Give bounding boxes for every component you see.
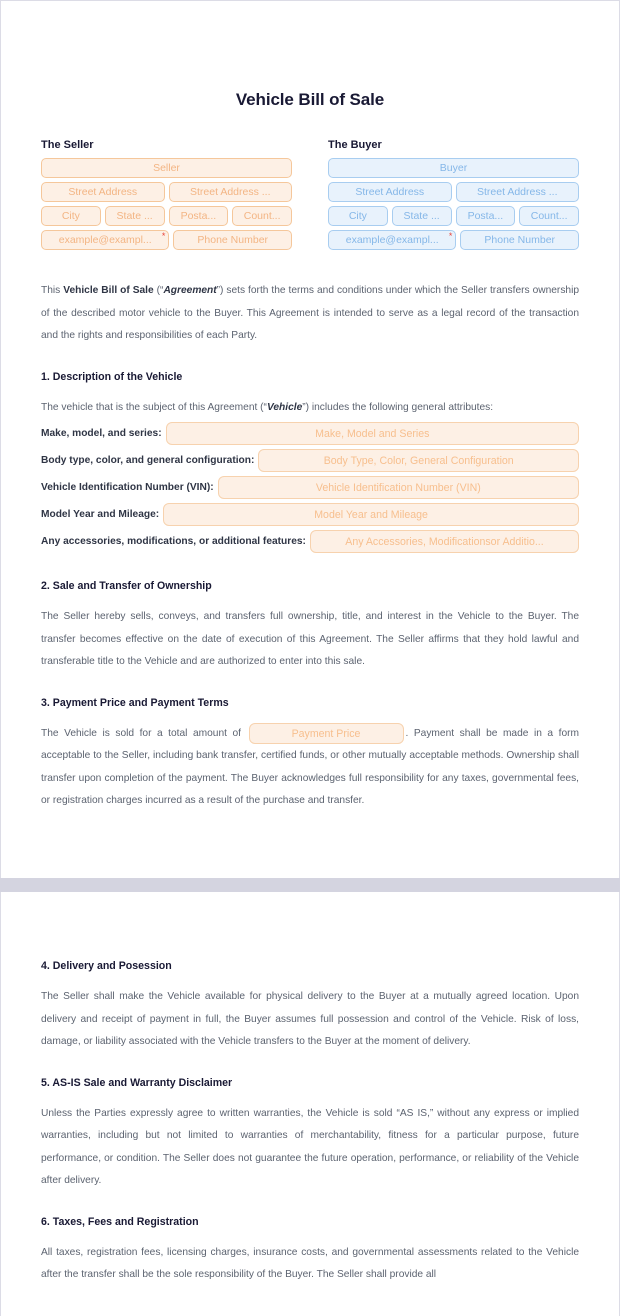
- attribute-label: Make, model, and series:: [41, 428, 162, 439]
- buyer-party-block: [328, 139, 579, 254]
- attribute-row: [41, 449, 579, 472]
- intro-paragraph: [41, 280, 579, 348]
- buyer-contact-row: [328, 230, 579, 250]
- intro-text-1: This: [41, 285, 64, 296]
- buyer-name-row: [328, 158, 579, 178]
- page-break-separator: [0, 878, 620, 892]
- section-6-heading: 6. Taxes, Fees and Registration: [41, 1215, 199, 1228]
- seller-email-placeholder-text: example@exampl...: [58, 234, 152, 246]
- buyer-state-field[interactable]: State ...: [392, 206, 452, 226]
- attribute-row: [41, 503, 579, 526]
- attribute-row: [41, 476, 579, 499]
- buyer-email-placeholder-text: example@exampl...: [345, 234, 439, 246]
- section-3-body: [41, 723, 579, 813]
- seller-postal-field[interactable]: Posta...: [169, 206, 229, 226]
- buyer-heading: The Buyer: [328, 139, 382, 151]
- buyer-phone-field[interactable]: Phone Number: [460, 230, 579, 250]
- seller-state-field[interactable]: State ...: [105, 206, 165, 226]
- seller-city-field[interactable]: City: [41, 206, 101, 226]
- vehicle-attributes-list: [41, 422, 579, 553]
- seller-contact-row: [41, 230, 292, 250]
- seller-street-row: [41, 182, 292, 202]
- section-1-lead-1: The vehicle that is the subject of this Agreement (“: [41, 401, 267, 413]
- page-title: Vehicle Bill of Sale: [235, 90, 385, 109]
- buyer-email-required-marker: *: [448, 231, 453, 241]
- seller-name-row: [41, 158, 292, 178]
- attribute-row: [41, 530, 579, 553]
- section-2-body: The Seller hereby sells, conveys, and transfers full ownership, title, and interest in the Vehicle to the Buyer. The transfer becomes effective on the date of execution of this Agreement. The Seller affirms that they hold lawful and transferable title to the Vehicle and are authorized to enter into this sale.: [41, 611, 579, 667]
- buyer-street2-field[interactable]: Street Address ...: [456, 182, 580, 202]
- document-page-2: [0, 892, 620, 1316]
- attribute-input-accessories[interactable]: Any Accessories, Modificationsor Additio...: [310, 530, 579, 553]
- attribute-input-model-year-mileage[interactable]: Model Year and Mileage: [163, 503, 579, 526]
- seller-locality-row: [41, 206, 292, 226]
- seller-phone-field[interactable]: Phone Number: [173, 230, 292, 250]
- intro-text-3: ”) sets forth the terms and conditions under which the Seller transfers ownership of the described motor vehicle to the Buyer. This Agreement is intended to serve as a legal record of the transaction and the rights and responsibilities of each Party.: [41, 285, 580, 341]
- buyer-street1-field[interactable]: Street Address: [328, 182, 452, 202]
- section-3-text-1: The Vehicle is sold for a total amount of: [41, 727, 247, 739]
- payment-price-field[interactable]: Payment Price: [249, 723, 404, 744]
- attribute-row: [41, 422, 579, 445]
- section-6-body: All taxes, registration fees, licensing charges, insurance costs, and governmental assessments related to the Vehicle after the transfer shall be the sole responsibility of the Buyer. The Seller shall provide all: [41, 1246, 579, 1280]
- buyer-street-row: [328, 182, 579, 202]
- attribute-input-body-type-color[interactable]: Body Type, Color, General Configuration: [258, 449, 579, 472]
- buyer-email-field[interactable]: [328, 230, 456, 250]
- section-5-heading: 5. AS-IS Sale and Warranty Disclaimer: [41, 1076, 233, 1089]
- attribute-label: Model Year and Mileage:: [41, 509, 160, 520]
- attribute-label: Body type, color, and general configuration:: [41, 455, 255, 466]
- seller-email-required-marker: *: [161, 231, 166, 241]
- seller-street2-field[interactable]: Street Address ...: [169, 182, 293, 202]
- section-5-body: Unless the Parties expressly agree to written warranties, the Vehicle is sold “AS IS,” without any express or implied warranties, including but not limited to warranties of merchantability, fitness for a particular purpose, future performance, or condition. The Seller does not guarantee the future operation, performance, or reliability of the Vehicle after delivery.: [41, 1107, 579, 1186]
- seller-party-block: [41, 139, 292, 254]
- section-3-heading: 3. Payment Price and Payment Terms: [41, 696, 229, 709]
- attribute-input-make-model-series[interactable]: Make, Model and Series: [166, 422, 579, 445]
- parties-section: [41, 139, 579, 254]
- buyer-name-field[interactable]: Buyer: [328, 158, 579, 178]
- buyer-country-field[interactable]: Count...: [519, 206, 579, 226]
- attribute-input-vin[interactable]: Vehicle Identification Number (VIN): [218, 476, 579, 499]
- buyer-city-field[interactable]: City: [328, 206, 388, 226]
- seller-email-field[interactable]: [41, 230, 169, 250]
- intro-bold-term: Vehicle Bill of Sale: [63, 285, 154, 296]
- attribute-label: Any accessories, modifications, or additional features:: [41, 536, 306, 547]
- buyer-locality-row: [328, 206, 579, 226]
- section-1-lead-2: ”) includes the following general attributes:: [302, 401, 494, 413]
- section-3-text-2: . Payment shall be made in a form acceptable to the Seller, including bank transfer, certified funds, or other mutually acceptable methods. Ownership shall transfer upon completion of the payment. The Buyer acknowledges full responsibility for any taxes, governmental fees, or registration charges incurred as a result of the purchase and transfer.: [41, 727, 579, 807]
- buyer-postal-field[interactable]: Posta...: [456, 206, 516, 226]
- section-4-heading: 4. Delivery and Posession: [41, 960, 172, 972]
- attribute-label: Vehicle Identification Number (VIN):: [41, 482, 214, 493]
- seller-name-field[interactable]: Seller: [41, 158, 292, 178]
- seller-heading: The Seller: [41, 139, 94, 151]
- section-1-lead: [41, 397, 579, 420]
- intro-italic-term: Agreement: [163, 285, 217, 296]
- seller-street1-field[interactable]: Street Address: [41, 182, 165, 202]
- section-4-body: The Seller shall make the Vehicle available for physical delivery to the Buyer at a mutually agreed location. Upon delivery and receipt of payment in full, the Buyer assumes full possession and control of the Vehicle. Risk of loss, damage, or liability associated with the Vehicle transfers to the Buyer at the moment of delivery.: [41, 991, 579, 1047]
- section-1-lead-italic: Vehicle: [266, 401, 303, 413]
- section-2-heading: 2. Sale and Transfer of Ownership: [41, 580, 212, 592]
- seller-country-field[interactable]: Count...: [232, 206, 292, 226]
- intro-text-2: (“: [153, 285, 164, 296]
- section-1-heading: 1. Description of the Vehicle: [41, 370, 183, 383]
